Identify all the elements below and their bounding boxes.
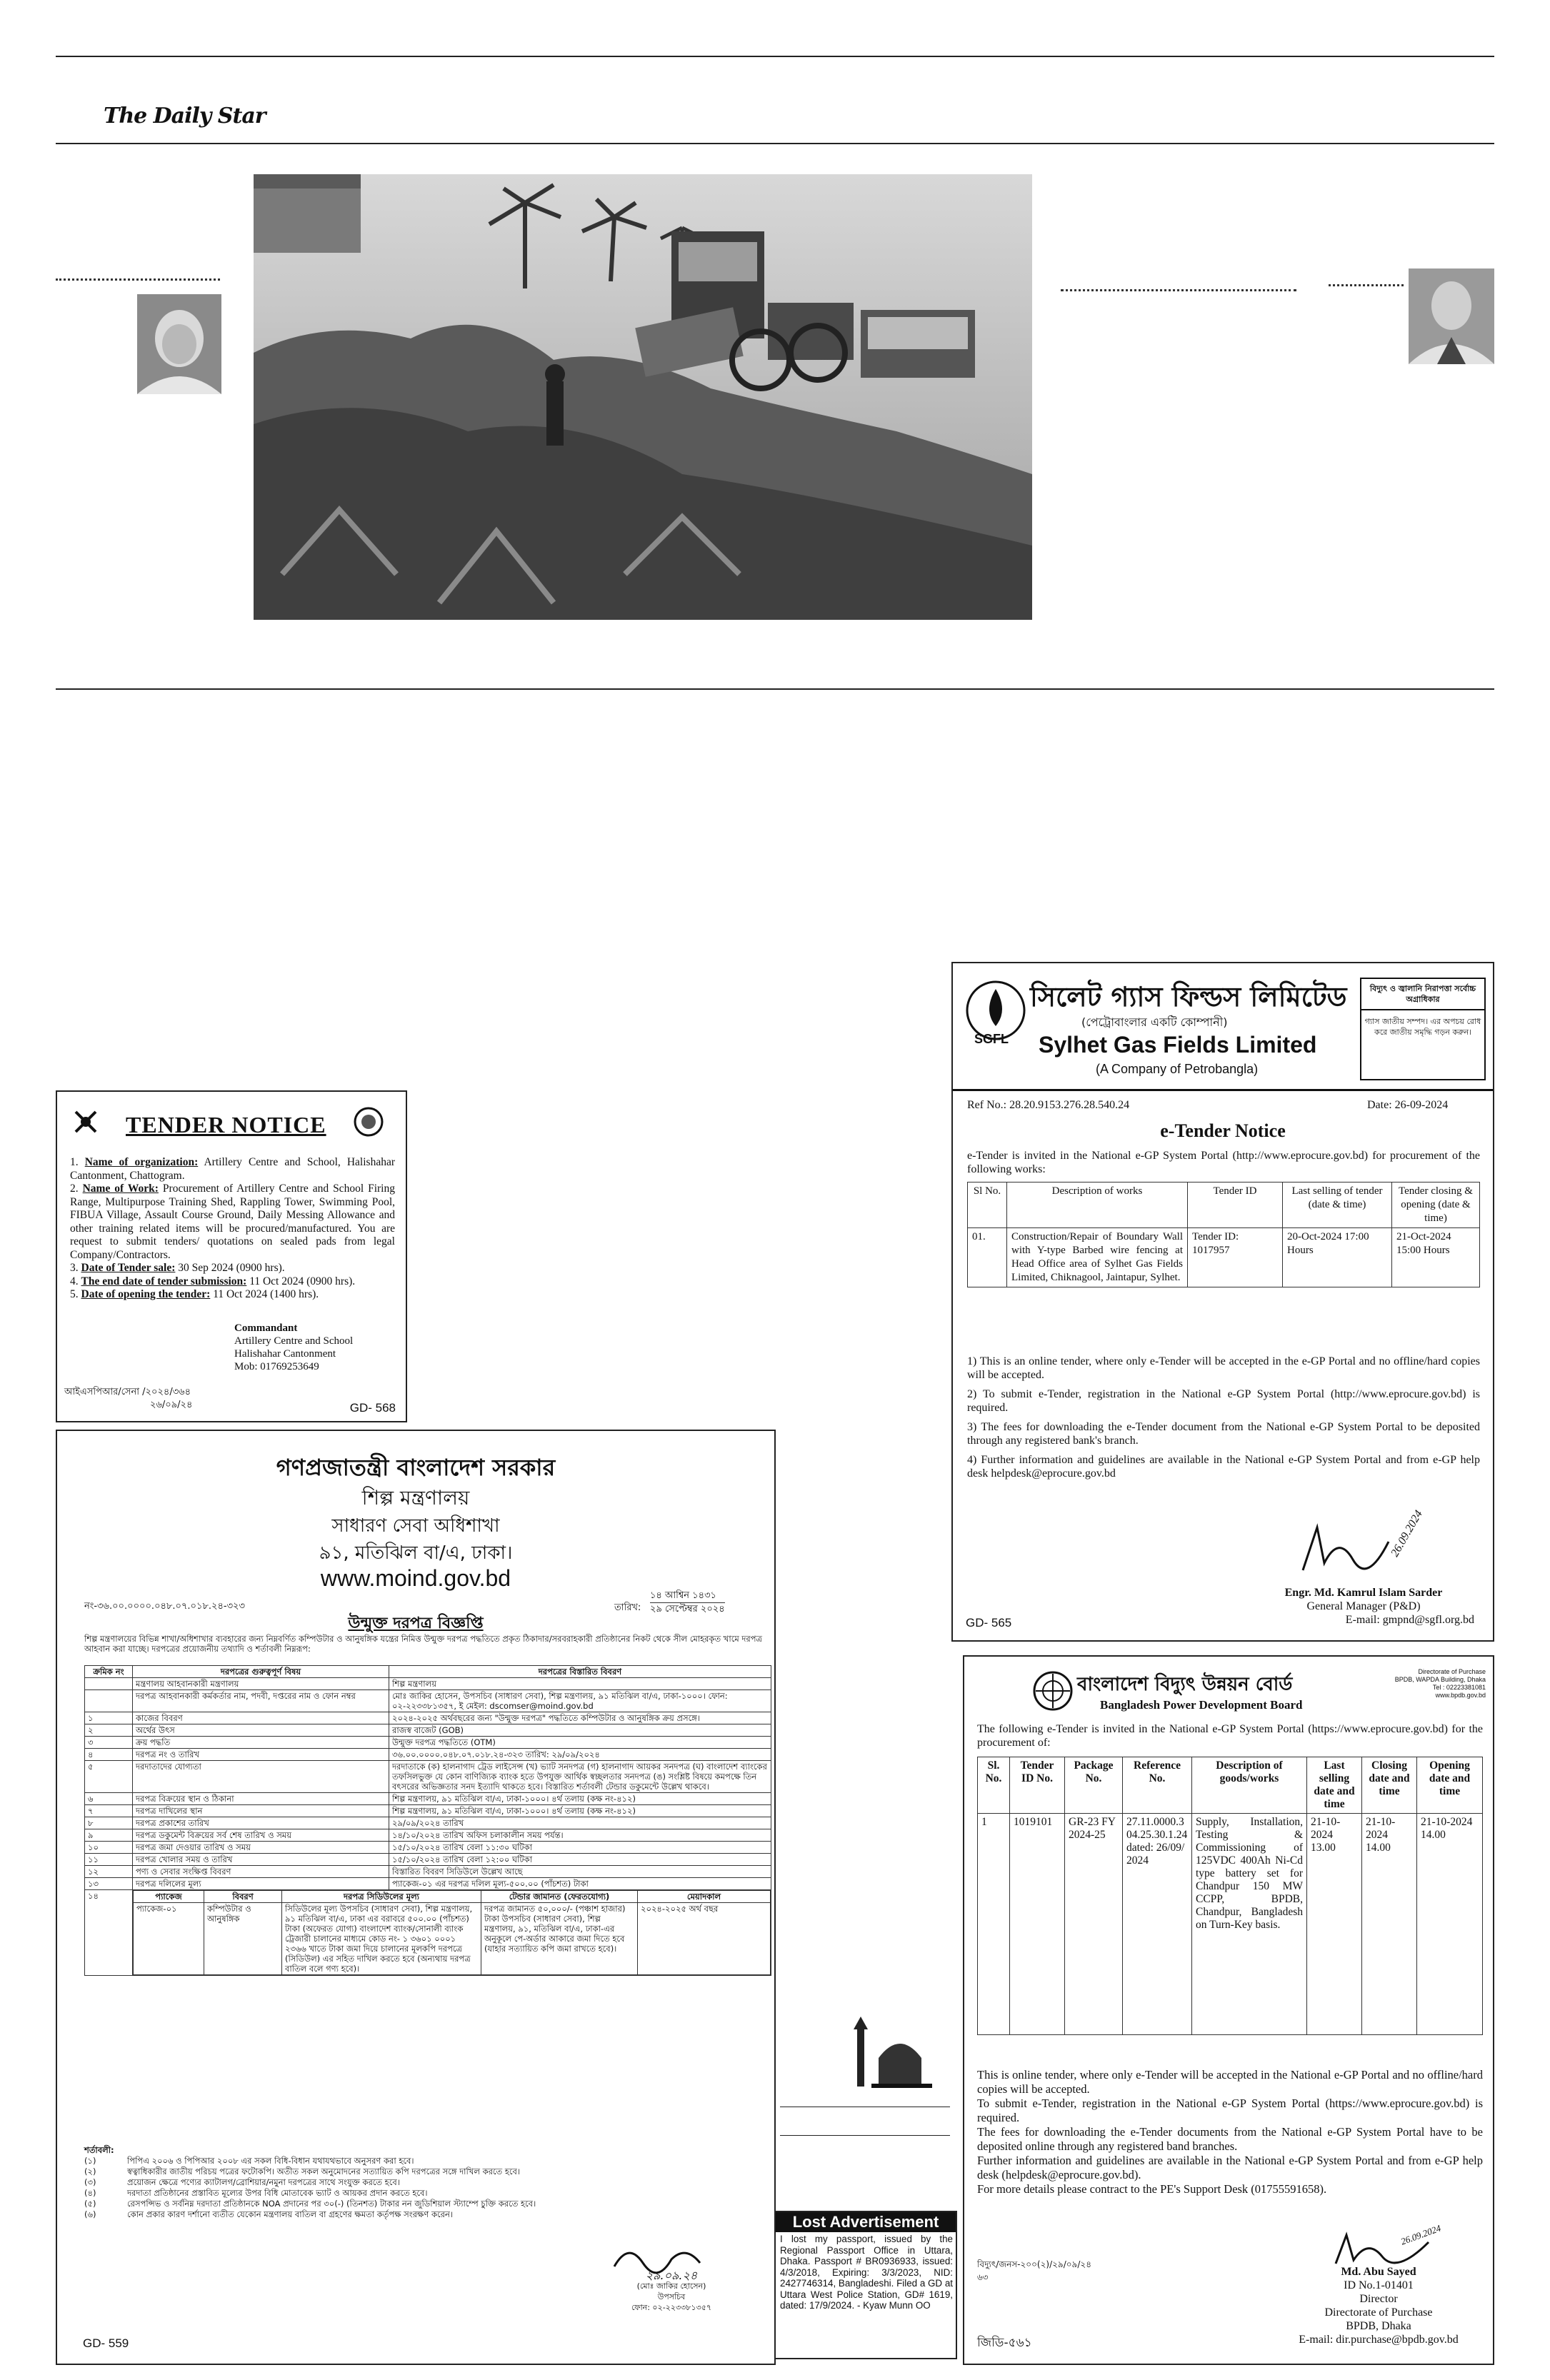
ref-line: ২৬/০৯/২৪	[150, 1400, 193, 1410]
side-line: Tel : 02223381081	[1432, 1684, 1486, 1691]
memo-line: বিদ্যুৎ/জনস-২০০(২)/২৯/০৯/২৪	[977, 2259, 1091, 2269]
sgfl-ref: Ref No.: 28.20.9153.276.28.540.24	[967, 1099, 1130, 1111]
ref-line: আইএসপিআর/সেনা /২০২৪/৩৬৪	[64, 1387, 191, 1397]
sign-email: E-mail: dir.purchase@bpdb.gov.bd	[1299, 2334, 1459, 2346]
sgfl-name-en: Sylhet Gas Fields Limited	[1039, 1032, 1317, 1058]
bpdb-memo	[977, 2258, 1091, 2284]
sign-line: Mob: 01769253649	[234, 1361, 319, 1372]
memo-line: ৬৩	[977, 2272, 989, 2282]
tender-notice-ad	[56, 1090, 407, 1422]
gd-number: জিডি-৫৬১	[977, 2336, 1032, 2350]
sign-title: Commandant	[234, 1322, 298, 1334]
table-row: ১ কাজের বিবরণ ২০২৪-২০২৫ অর্থবছরের জন্য "উন্মুক্ত দরপত্র" পদ্ধতিতে কম্পিউটার ও আনুষঙ্গিক ক্রয় প্রসঙ্গে।	[85, 1712, 771, 1724]
gov-heading-3: সাধারণ সেবা অধিশাখা	[331, 1515, 500, 1537]
bpdb-side-info	[1364, 1668, 1486, 1699]
sgfl-side-box	[1360, 978, 1486, 1080]
sign-post: Director	[1359, 2293, 1398, 2305]
sign-date: ২৯.০৯.২৪	[645, 2269, 698, 2282]
gd-number: GD- 559	[83, 2336, 129, 2350]
bpdb-logo-icon	[1031, 1669, 1074, 1712]
gov-website: www.moind.gov.bd	[320, 1565, 511, 1591]
gd-number: GD- 568	[349, 1401, 396, 1415]
table-row: 01. Construction/Repair of Boundary Wall with Y-type Barbed wire fencing at Head Office area of Sylhet Gas Fields Limited, Chiknagool, Jaintapur, Sylhet. Tender ID: 1017957 20-Oct-2024 17:00 Hours 21-Oct-2024 15:00 Hours	[968, 1228, 1480, 1287]
sgfl-sub-en: (A Company of Petrobangla)	[1096, 1062, 1259, 1076]
tender-notice-signature	[234, 1322, 353, 1373]
note: 2) To submit e-Tender, registration in the National e-GP System Portal (http://www.eprocure.gov.bd) is required.	[967, 1388, 1480, 1414]
gov-tender-notice-ad	[56, 1430, 776, 2365]
side-top: বিদ্যুৎ ও জ্বালানি নিরাপত্তা সর্বোচ্চ অগ্রাধিকার	[1361, 979, 1484, 1010]
side-bottom: গ্যাস জাতীয় সম্পদ। এর অপচয় রোধ করে জাতীয় সমৃদ্ধি গড়ন করুন।	[1364, 1017, 1481, 1037]
mosque-rule-2	[780, 2135, 950, 2136]
tender-item: 2. Name of Work: Procurement of Artillery Centre and School Firing Range, Multipurpose Training Shed, Rappling Tower, Swimming Pool, FIBUA Village, Assault Course Ground, Daily Messing Allowance and other training related items will be procured/manufactured. You are request to submit tenders/ quotations on sealed pads from legal Company/Contractors.	[70, 1183, 395, 1261]
table-row: ৪ দরপত্র নং ও তারিখ ৩৬.০০.০০০০.০৪৮.০৭.০১৮.২৪-৩২৩ তারিখ: ২৯/০৯/২০২৪	[85, 1749, 771, 1761]
table-row: মন্ত্রণালয় আহবানকারী মন্ত্রণালয় শিল্প মন্ত্রণালয়	[85, 1678, 771, 1690]
table-row: ২ অর্থের উৎস রাজস্ব বাজেট (GOB)	[85, 1724, 771, 1737]
sign-email: E-mail: gmpnd@sgfl.org.bd	[1345, 1614, 1474, 1626]
sign-id: ID No.1-01401	[1344, 2279, 1414, 2291]
note: 4) Further information and guidelines are available in the National e-GP System Portal and from e-GP help desk helpdesk@eprocure.gov.bd	[967, 1454, 1480, 1480]
table-header: Sl No. Description of works Tender ID Last selling of tender (date & time) Tender closing & opening (date & time)	[968, 1183, 1480, 1228]
gov-notice-title: উন্মুক্ত দরপত্র বিজ্ঞপ্তি	[348, 1615, 484, 1632]
tender-item: 4. The end date of tender submission: 11 Oct 2024 (0900 hrs).	[70, 1275, 356, 1287]
sgfl-date: Date: 26-09-2024	[1367, 1099, 1449, 1111]
sgfl-notice	[951, 962, 1494, 1642]
cond-item: (৪) দরদাতা প্রতিষ্ঠানের প্রস্তাবিত মূল্যের উপর বিধি মোতাবেক ভ্যাট ও আয়কর প্রদান করতে হবে।	[84, 2188, 428, 2198]
right-dotted-rule-a	[1061, 289, 1296, 291]
table-header: Sl. No. Tender ID No. Package No. Reference No. Description of goods/works Last selling date and time Closing date and time Opening date and time	[978, 1757, 1483, 1814]
gov-heading-1: গণপ্রজাতন্ত্রী বাংলাদেশ সরকার	[276, 1454, 556, 1481]
masthead-rule	[56, 143, 1494, 144]
bpdb-sign-date: 26.09.2024	[1399, 2222, 1443, 2247]
note: For more details please contract to the PE's Support Desk (01755591658).	[977, 2182, 1327, 2196]
table-row: ৫ দরদাতাদের যোগ্যতা দরদাতাকে (ক) হালনাগাদ ট্রেড লাইসেন্স (খ) ভ্যাট সনদপত্র (গ) হালনাগাদ আয়কর সনদপত্র (ঘ) বাংলাদেশ ব্যাংকের তফসিলভুক্ত যে কোন বাণিজ্যিক ব্যাংক হতে উপযুক্ত আর্থিক স্বচ্ছলতার সনদপত্র (ঙ) সংশ্লিষ্ট বিষয়ে কমপক্ষে তিন বৎসরের অভিজ্ঞতার সনদ ইত্যাদি থাকতে হবে। বিস্তারিত শর্তাবলী টেন্ডার ডকুমেন্টে উল্লেখ থাকবে।	[85, 1761, 771, 1793]
cond-item: (২) স্বত্বাধিকারীর জাতীয় পরিচয় পত্রের ফটোকপি। অতীত সকল অনুমোদনের সত্যায়িত কপি দরপত্রের সঙ্গে দাখিল করতে হবে।	[84, 2166, 521, 2176]
table-row: ৯ দরপত্র ডকুমেন্ট বিক্রয়ের সর্ব শেষ তারিখ ও সময় ১৪/১০/২০২৪ তারিখ অফিস চলাকালীন সময় পর্যন্ত।	[85, 1829, 771, 1842]
th-serial: ক্রমিক নং	[85, 1666, 133, 1678]
table-row: ৩ ক্রয় পদ্ধতি উন্মুক্ত দরপত্র পদ্ধতিতে (OTM)	[85, 1737, 771, 1749]
portrait-photo-right	[1409, 268, 1494, 364]
side-line: Directorate of Purchase	[1418, 1668, 1486, 1675]
table-row-package: ১৪ প্যাকেজ বিবরণ দরপত্র সিডিউলের মূল্য টেন্ডার জামানত (ফেরতযোগ্য) মেয়াদকাল প্যাকেজ-০১ কম্পিউটার ও আনুষঙ্গিক সিডিউলের মূল্য উপসচিব (সাধারণ সেবা), শিল্প মন্ত্রণালয়, ৯১ মতিঝিল বা/এ, ঢাকা এর বরাবরে ৫০০.০০ (পাঁচশত) টাকা (অফেরত যোগ্য) বাংলাদেশ ব্যাংক/সোনালী ব্যাংক ট্রেজারী চালানের মাধ্যমে কোড নং- ১ ৩৬০১ ০০০১ ২৩৬৬ খাতে টাকা জমা দিয়ে চালানের মূলকপি দরপত্রে (সিডিউল) এর সহিত দাখিল করতে হবে (অন্যথায় দরপত্র বাতিল বলে গণ্য হবে)। দরপত্র জামানত ৫০,০০০/- (পঞ্চাশ হাজার) টাকা উপসচিব (সাধারণ সেবা), শিল্প মন্ত্রণালয়, ৯১, মতিঝিল বা/এ, ঢাকা-এর অনুকূলে পে-অর্ডার আকারে জমা দিতে হবে (যাহার সত্যায়িত কপি জমা রাখতে হবে)। ২০২৪-২০২৫ অর্থ বছর	[85, 1890, 771, 1976]
sign-org: BPDB, Dhaka	[1346, 2320, 1411, 2332]
tender-item: 5. Date of opening the tender: 11 Oct 2024 (1400 hrs).	[70, 1288, 319, 1300]
gov-memo-no: নং-৩৬.০০.০০০০.০৪৮.০৭.০১৮.২৪-৩২৩	[84, 1601, 245, 1612]
side-line: BPDB, WAPDA Building, Dhaka	[1394, 1676, 1486, 1683]
portrait-photo-left	[137, 294, 221, 394]
th-details: দরপত্রের বিস্তারিত বিবরণ	[389, 1666, 771, 1678]
sgfl-tender-table	[967, 1182, 1480, 1287]
sgfl-sub-bn: (পেট্রোবাংলার একটি কোম্পানী)	[1081, 1015, 1228, 1029]
sgfl-logo-text: SGFL	[974, 1032, 1009, 1046]
table-row: ১২ পণ্য ও সেবার সংক্ষিপ্ত বিবরণ বিস্তারিত বিবরণ সিডিউলে উল্লেখ আছে	[85, 1866, 771, 1878]
sign-line: Artillery Centre and School	[234, 1335, 354, 1347]
note: The fees for downloading the e-Tender documents from the National e-GP System Portal have to be deposited online through any registered band branches.	[977, 2125, 1483, 2153]
tender-item: 1. Name of organization: Artillery Centre and School, Halishahar Cantonment, Chattogram.	[70, 1156, 395, 1182]
crest-icon-left	[71, 1108, 100, 1136]
cond-item: (৩) প্রয়োজন ক্ষেত্রে পণ্যের ক্যাটালগ/ব্রোশিয়ার/নমুনা দরপত্রের সাথে সংযুক্ত করতে হবে।	[84, 2177, 400, 2187]
main-news-photo	[254, 174, 1032, 620]
date-en: ২৯ সেপ্টেম্বর ২০২৪	[650, 1604, 725, 1615]
sign-post: General Manager (P&D)	[1306, 1600, 1421, 1612]
th-subject: দরপত্রের গুরুত্বপূর্ণ বিষয়	[133, 1666, 389, 1678]
sign-phone: ফোন: ০২-২২৩৩৮১৩৫৭	[631, 2303, 712, 2312]
table-row: ৬ দরপত্র বিক্রয়ের স্থান ও ঠিকানা শিল্প মন্ত্রণালয়, ৯১ মতিঝিল বা/এ, ঢাকা-১০০০। ৪র্থ তলায় (কক্ষ নং-৪১২)	[85, 1793, 771, 1805]
table-row: ৭ দরপত্র দাখিলের স্থান শিল্প মন্ত্রণালয়, ৯১ মতিঝিল বা/এ, ঢাকা-১০০০। ৪র্থ তলায় (কক্ষ নং-৪১২)	[85, 1805, 771, 1817]
sgfl-signature	[1253, 1586, 1474, 1627]
bpdb-name-en: Bangladesh Power Development Board	[1100, 1698, 1303, 1712]
mosque-icon	[850, 2015, 936, 2094]
table-row: ৮ দরপত্র প্রকাশের তারিখ ২৯/০৯/২০২৪ তারিখ	[85, 1817, 771, 1829]
gov-signature-block	[614, 2270, 729, 2313]
lost-ad-title: Lost Advertisement	[776, 2212, 956, 2232]
lost-advertisement	[774, 2211, 957, 2359]
table-row: দরপত্র আহবানকারী কর্মকর্তার নাম, পদবী, দপ্তরের নাম ও ফোন নম্বর মোঃ জাকির হোসেন, উপসচিব (সাধারণ সেবা), শিল্প মন্ত্রণালয়, ৯১ মতিঝিল বা/এ, ঢাকা-১০০০। ফোন: ০২-২২৩৩৮১৩৫৭, ই মেইল: dscomser@moind.gov.bd	[85, 1690, 771, 1712]
note: To submit e-Tender, registration in the National e-GP System Portal (https://www.eprocure.gov.bd) is required.	[977, 2097, 1483, 2124]
gd-number: GD- 565	[966, 1616, 1012, 1630]
cond-title: শর্তাবলী:	[84, 2145, 114, 2155]
note: 3) The fees for downloading the e-Tender document from the National e-GP System Portal to be deposited through any registered bank's branch.	[967, 1421, 1480, 1447]
sgfl-header-rule	[953, 1089, 1493, 1091]
sgfl-intro: e-Tender is invited in the National e-GP System Portal (http://www.eprocure.gov.bd) for procurement of the following works:	[967, 1150, 1480, 1175]
gov-intro: শিল্প মন্ত্রণালয়ের বিভিন্ন শাখা/অধিশাখার ব্যবহারের জন্য নিম্নবর্ণিত কম্পিউটার ও আনুষঙ্গিক যন্ত্রের নিমিত্ত উন্মুক্ত দরপত্র পদ্ধতিতে প্রকৃত ঠিকাদার/সরবরাহকারী প্রতিষ্ঠানের নিকট থেকে সীল মোহরকৃত খামে দরপত্র আহবান করা যাচ্ছে। দরপত্রের প্রয়োজনীয় তথ্যাদি ও শর্তাবলী নিম্নরূপ:	[84, 1634, 762, 1654]
gov-date-label: তারিখ:	[614, 1602, 641, 1613]
table-row: ১০ দরপত্র জমা দেওয়ার তারিখ ও সময় ১৫/১০/২০২৪ তারিখ বেলা ১১:৩০ ঘটিকা	[85, 1842, 771, 1854]
section-rule	[56, 688, 1494, 690]
tender-notice-body	[70, 1156, 395, 1302]
gov-heading-2: শিল্প মন্ত্রণালয়	[361, 1486, 470, 1510]
bpdb-name-bn: বাংলাদেশ বিদ্যুৎ উন্নয়ন বোর্ড	[1077, 1674, 1293, 1695]
bpdb-intro: The following e-Tender is invited in the National e-GP System Portal (https://www.eprocure.gov.bd) for the procurement of:	[977, 1723, 1483, 1749]
date-bn: ১৪ আশ্বিন ১৪৩১	[650, 1590, 725, 1603]
masthead-logo: The Daily Star	[104, 104, 266, 129]
cond-item: (৬) কোন প্রকার কারণ দর্শানো ব্যতীত যেকোন মন্ত্রণালয় বাতিল বা গ্রহণের ক্ষমতা কর্তৃপক্ষ সংরক্ষণ করেন।	[84, 2209, 453, 2219]
right-dotted-rule-b	[1329, 284, 1404, 286]
cond-item: (১) পিপিএ ২০০৬ ও পিপিআর ২০০৮ এর সকল বিধি-বিধান যথাযথভাবে অনুসরণ করা হবে।	[84, 2156, 414, 2166]
table-row: ১১ দরপত্র খোলার সময় ও তারিখ ১৫/১০/২০২৪ তারিখ বেলা ১২:০০ ঘটিকা	[85, 1854, 771, 1866]
side-line: www.bpdb.gov.bd	[1435, 1692, 1486, 1699]
sgfl-sign-date: 26.09.2024	[1389, 1508, 1425, 1560]
tender-notice-ref	[64, 1386, 192, 1412]
gov-heading-4: ৯১, মতিঝিল বা/এ, ঢাকা।	[319, 1542, 513, 1564]
sign-name: Md. Abu Sayed	[1341, 2266, 1416, 2278]
note: This is online tender, where only e-Tender will be accepted in the National e-GP Portal and no offline/hard copies will be accepted.	[977, 2068, 1483, 2096]
bpdb-etender-ad	[963, 1655, 1494, 2365]
gov-tender-table	[84, 1665, 771, 1976]
bpdb-tender-table	[977, 1757, 1483, 2035]
sign-dir: Directorate of Purchase	[1324, 2306, 1433, 2319]
table-row: 1 1019101 GR-23 FY 2024-25 27.11.0000.304.25.30.1.24 dated: 26/09/2024 Supply, Installation, Testing & Commissioning of 125VDC 400Ah Ni-Cd type battery set for Chandpur 150 MW CCPP, BPDB, Chandpur, Bangladesh on Turn-Key basis. 21-10-2024 13.00 21-10-2024 14.00 21-10-2024 14.00	[978, 1814, 1483, 2035]
sgfl-name-bn: সিলেট গ্যাস ফিল্ডস লিমিটেড	[1030, 981, 1347, 1013]
tender-notice-title: TENDER NOTICE	[126, 1112, 326, 1138]
sgfl-title: e-Tender Notice	[1160, 1120, 1286, 1141]
sign-line: Halishahar Cantonment	[234, 1348, 336, 1360]
note: 1) This is an online tender, where only e-Tender will be accepted in the e-GP Portal and no offline/hard copies will be accepted.	[967, 1355, 1480, 1381]
bpdb-signature	[1271, 2265, 1486, 2346]
sign-post: উপসচিব	[657, 2292, 686, 2301]
cond-item: (৫) রেসপন্সিভ ও সর্বনিম্ন দরদাতা প্রতিষ্ঠানকে NOA প্রদানের পর ৩০(-) (তিনশত) টাকার নন জুডিশিয়াল স্ট্যাম্পে চুক্তি করতে হবে।	[84, 2199, 536, 2209]
lost-ad-text: I lost my passport, issued by the Regional Passport Office in Uttara, Dhaka. Passport # BR0936933, issued: 4/3/2018, Expiring: 3/3/2023, NID: 2427746314, Bangladeshi. Filed a GD at Uttara West Police Station, GD# 1619, dated: 17/9/2024. - Kyaw Munn OO	[780, 2234, 953, 2311]
sgfl-notes	[967, 1355, 1480, 1486]
note: Further information and guidelines are available in the National e-GP System Portal and from e-GP help desk (helpdesk@eprocure.gov.bd).	[977, 2154, 1483, 2181]
left-dotted-rule	[56, 278, 220, 281]
gov-conditions	[84, 2145, 771, 2220]
top-rule	[56, 56, 1494, 57]
crest-icon-right	[353, 1106, 384, 1138]
table-header	[85, 1666, 771, 1678]
bpdb-notes	[977, 2068, 1483, 2196]
table-row: ১৩ দরপত্র দলিলের মূল্য প্যাকেজ-০১ এর দরপত্র দলিল মূল্য-৫০০.০০ (পাঁচশত) টাকা	[85, 1878, 771, 1890]
tender-item: 3. Date of Tender sale: 30 Sep 2024 (0900 hrs).	[70, 1262, 285, 1274]
sign-name: (মোঃ জাকির হোসেন)	[636, 2281, 706, 2291]
sign-name: Engr. Md. Kamrul Islam Sarder	[1284, 1587, 1443, 1599]
